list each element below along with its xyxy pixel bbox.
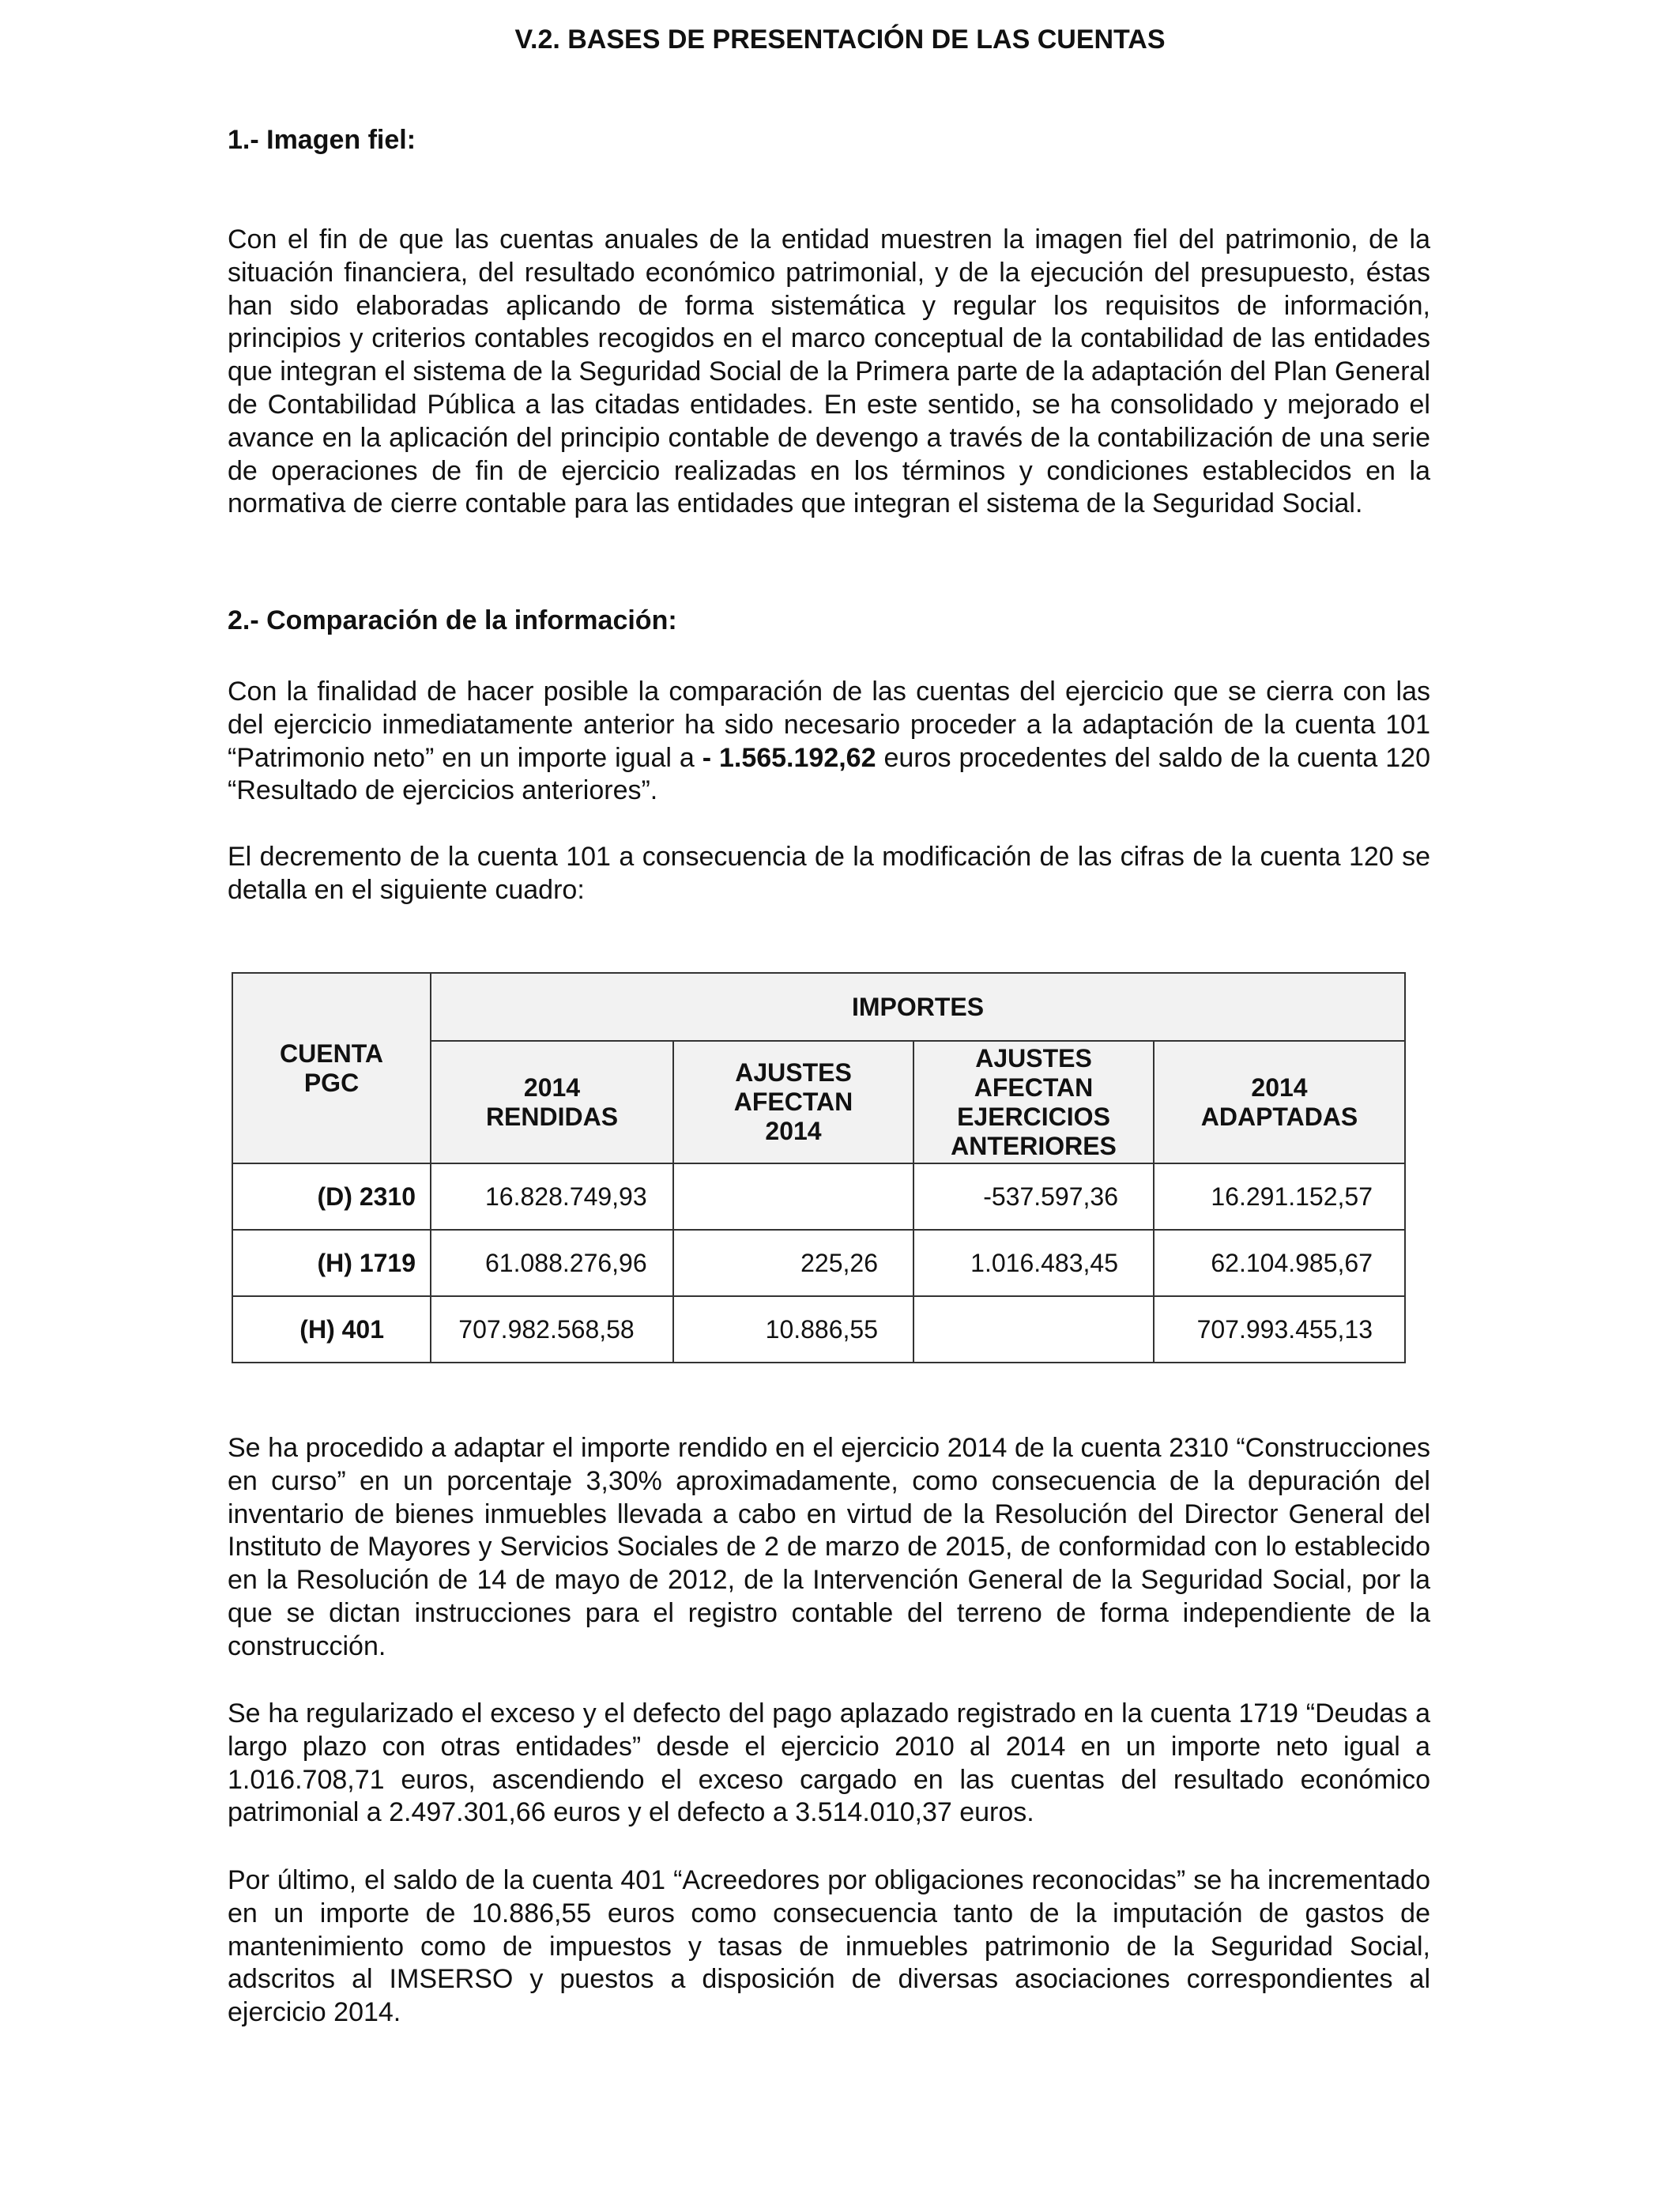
- table-row: [232, 1230, 1405, 1296]
- ajustes-2014-cell: 225,26: [673, 1230, 913, 1296]
- header-2014-rendidas: [431, 1041, 673, 1163]
- account-cell: (H) 401: [232, 1296, 431, 1363]
- section-2-paragraph-1: [228, 676, 1430, 808]
- section-2-paragraph-4: Se ha regularizado el exceso y el defecto del pago aplazado registrado en la cuenta 1719 “Deudas a largo plazo con otras entidades” desde el ejercicio 2010 al 2014 en un importe neto igual a 1.016.708,71 euros, ascendiendo el exceso cargado en las cuentas del resultado económico patrimonial a 2.497.301,66 euros y el defecto a 3.514.010,37 euros.: [228, 1698, 1430, 1828]
- section-2-paragraph-5: Por último, el saldo de la cuenta 401 “Acreedores por obligaciones reconocidas” se ha incrementado en un importe de 10.886,55 euros como consecuencia tanto de la imputación de gastos de mantenimiento como de impuestos y tasas de inmuebles patrimonio de la Seguridad Social, adscritos al IMSERSO y puestos a disposición de diversas asociaciones correspondientes al ejercicio 2014.: [228, 1865, 1430, 2028]
- header-line: ANTERIORES: [951, 1131, 1117, 1160]
- table-row: [232, 1163, 1405, 1230]
- rendidas-cell: 16.828.749,93: [431, 1163, 673, 1230]
- section-2-paragraph-2: El decremento de la cuenta 101 a consecuencia de la modificación de las cifras de la cuenta 120 se detalla en el siguiente cuadro:: [228, 842, 1430, 905]
- ajustes-anteriores-cell: 1.016.483,45: [913, 1230, 1154, 1296]
- ajustes-anteriores-cell: [913, 1296, 1154, 1363]
- header-line: PGC: [303, 1068, 360, 1097]
- header-ajustes-2014: [673, 1041, 913, 1163]
- paragraph-text: Con la finalidad de hacer posible la comparación de las cuentas del ejercicio que se cierra con las del ejercicio inmediatamente anterior ha sido necesario proceder a la adaptación de la cuenta 101 “Patrimonio neto” en un importe igual a: [228, 677, 1430, 773]
- ajustes-anteriores-cell: -537.597,36: [913, 1163, 1154, 1230]
- header-line: 2014: [765, 1117, 822, 1145]
- header-line: ADAPTADAS: [1200, 1102, 1358, 1131]
- table-header-row: [232, 973, 1405, 1041]
- account-cell: (D) 2310: [232, 1163, 431, 1230]
- header-line: EJERCICIOS: [957, 1102, 1110, 1131]
- adjustments-table: [232, 972, 1406, 1363]
- bold-amount: - 1.565.192,62: [702, 742, 876, 773]
- ajustes-2014-cell: [673, 1163, 913, 1230]
- rendidas-cell: 61.088.276,96: [431, 1230, 673, 1296]
- section-2-heading: 2.- Comparación de la información:: [228, 605, 677, 635]
- header-line: AFECTAN: [733, 1088, 853, 1116]
- page-title: V.2. BASES DE PRESENTACIÓN DE LAS CUENTAS: [514, 25, 1166, 55]
- header-line: CUENTA: [280, 1039, 383, 1068]
- section-1-paragraph: Con el fin de que las cuentas anuales de la entidad muestren la imagen fiel del patrimonio, de la situación financiera, del resultado económico patrimonial, y de la ejecución del presupuesto, éstas han sido elaboradas aplicando de forma sistemática y regular los requisitos de información, principios y criterios contables recogidos en el marco conceptual de la contabilidad de las entidades que integran el sistema de la Seguridad Social de la Primera parte de la adaptación del Plan General de Contabilidad Pública a las citadas entidades. En este sentido, se ha consolidado y mejorado el avance en la aplicación del principio contable de devengo a través de la contabilización de una serie de operaciones de fin de ejercicio realizadas en los términos y condiciones establecidos en la normativa de cierre contable para las entidades que integran el sistema de la Seguridad Social.: [228, 224, 1430, 519]
- header-cuenta-pgc: [232, 973, 431, 1163]
- adaptadas-cell: 16.291.152,57: [1154, 1163, 1405, 1230]
- header-importes: IMPORTES: [431, 973, 1405, 1041]
- section-2-paragraph-3: Se ha procedido a adaptar el importe rendido en el ejercicio 2014 de la cuenta 2310 “Construcciones en curso” en un porcentaje 3,30% aproximadamente, como consecuencia de la depuración del inventario de bienes inmuebles llevada a cabo en virtud de la Resolución del Director General del Instituto de Mayores y Servicios Sociales de 2 de marzo de 2015, de conformidad con lo establecido en la Resolución de 14 de mayo de 2012, de la Intervención General de la Seguridad Social, por la que se dictan instrucciones para el registro contable del terreno de forma independiente de la construcción.: [228, 1433, 1430, 1661]
- ajustes-2014-cell: 10.886,55: [673, 1296, 913, 1363]
- account-cell: (H) 1719: [232, 1230, 431, 1296]
- header-line: RENDIDAS: [485, 1102, 619, 1131]
- adaptadas-cell: 707.993.455,13: [1154, 1296, 1405, 1363]
- paragraph-text: euros procedentes del saldo de la cuenta 120 “Resultado de ejercicios anteriores”.: [228, 742, 1430, 806]
- adaptadas-cell: 62.104.985,67: [1154, 1230, 1405, 1296]
- header-line: AJUSTES: [975, 1043, 1092, 1072]
- header-line: AFECTAN: [974, 1072, 1094, 1102]
- header-line: 2014: [1251, 1072, 1308, 1102]
- header-2014-adaptadas: [1154, 1041, 1405, 1163]
- rendidas-cell: 707.982.568,58: [431, 1296, 673, 1363]
- table-row: [232, 1296, 1405, 1363]
- header-line: AJUSTES: [735, 1058, 852, 1087]
- section-1-heading: 1.- Imagen fiel:: [228, 125, 416, 155]
- header-ajustes-anteriores: [913, 1041, 1154, 1163]
- header-line: 2014: [523, 1072, 581, 1102]
